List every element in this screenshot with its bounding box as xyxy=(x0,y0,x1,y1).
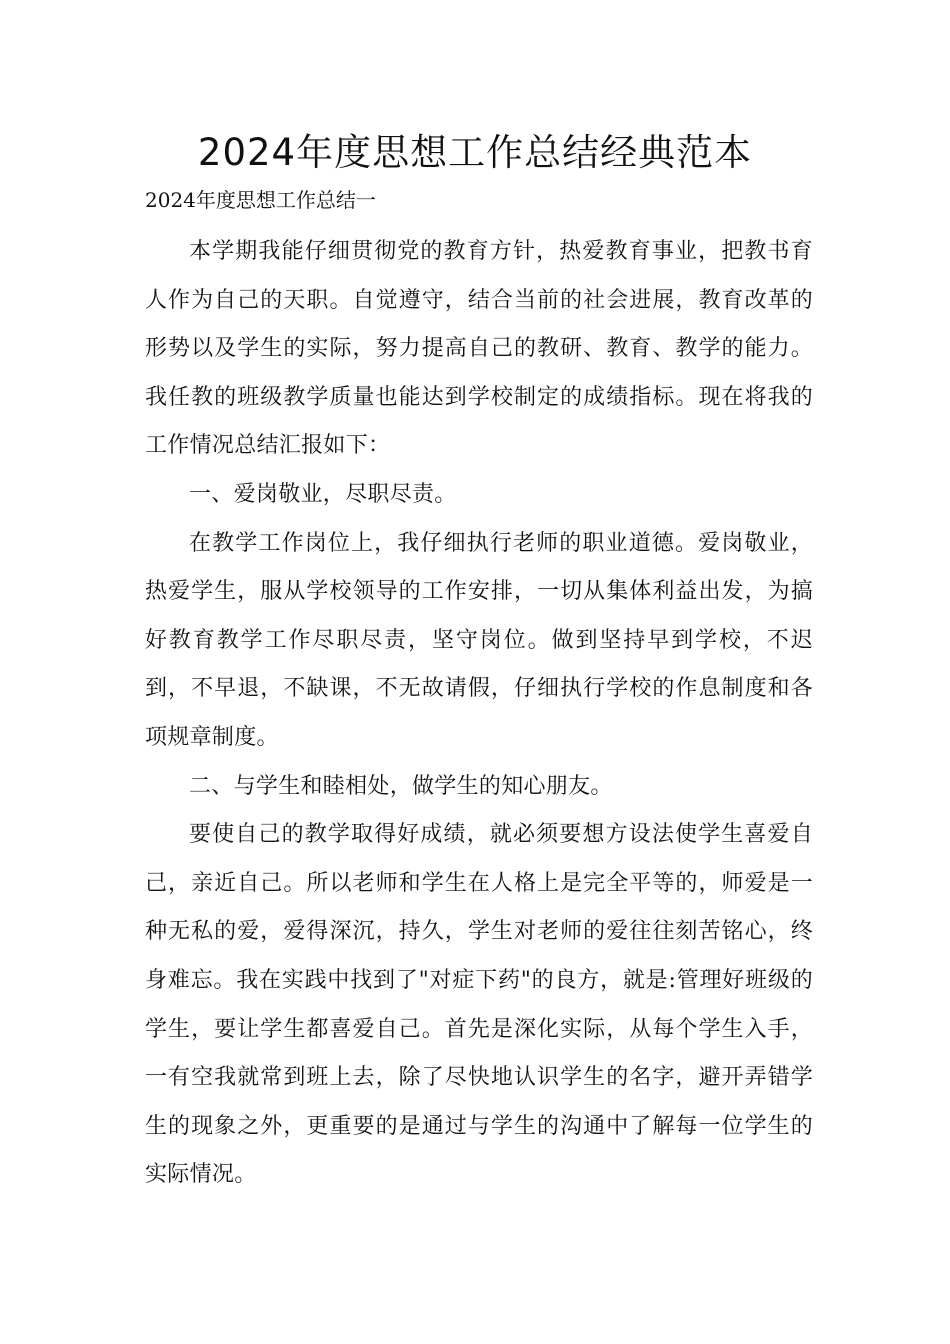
section-heading-2: 二、与学生和睦相处，做学生的知心朋友。 xyxy=(189,773,613,799)
document-body xyxy=(145,228,813,1200)
paragraph-section-1: 在教学工作岗位上，我仔细执行老师的职业道德。爱岗敬业，热爱学生，服从学校领导的工作安排，一切从集体利益出发，为搞好教育教学工作尽职尽责，坚守岗位。做到坚持早到学校，不迟到，不早退，不缺课，不无故请假，仔细执行学校的作息制度和各项规章制度。 xyxy=(145,530,813,750)
paragraph-intro: 本学期我能仔细贯彻党的教育方针，热爱教育事业，把教书育人作为自己的天职。自觉遵守，结合当前的社会进展，教育改革的形势以及学生的实际，努力提高自己的教研、教育、教学的能力。我任教的班级教学质量也能达到学校制定的成绩指标。现在将我的工作情况总结汇报如下： xyxy=(145,239,813,459)
paragraph-section-2: 要使自己的教学取得好成绩，就必须要想方设法使学生喜爱自己，亲近自己。所以老师和学生在人格上是完全平等的，师爱是一种无私的爱，爱得深沉，持久，学生对老师的爱往往刻苦铭心，终身难忘。我在实践中找到了"对症下药"的良方，就是:管理好班级的学生，要让学生都喜爱自己。首先是深化实际，从每个学生入手，一有空我就常到班上去，除了尽快地认识学生的名字，避开弄错学生的现象之外，更重要的是通过与学生的沟通中了解每一位学生的实际情况。 xyxy=(145,822,813,1188)
document-subtitle: 2024年度思想工作总结一 xyxy=(145,188,376,212)
section-heading-1: 一、爱岗敬业，尽职尽责。 xyxy=(189,481,457,507)
document-title: 2024年度思想工作总结经典范本 xyxy=(197,131,753,174)
